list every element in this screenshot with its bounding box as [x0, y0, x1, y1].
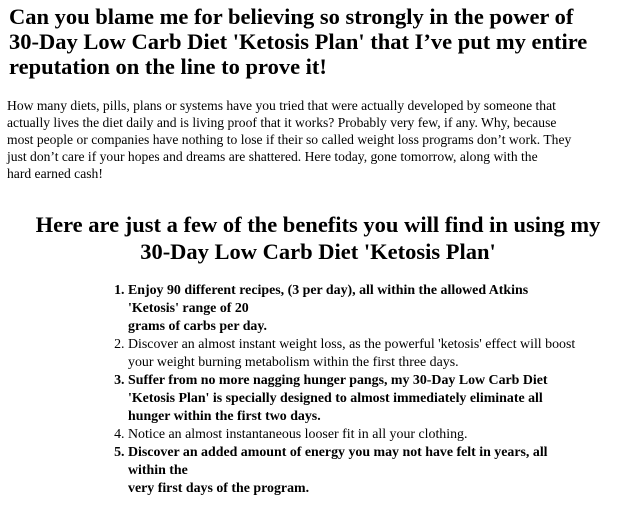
intro-line-2: actually lives the diet daily and is living proof that it works? Probably very few, if any. Why, because	[7, 115, 557, 130]
intro-line-1: How many diets, pills, plans or systems have you tried that were actually developed by someone that	[7, 98, 556, 113]
benefits-list	[88, 282, 636, 498]
benefit-5-line-2: within the	[128, 463, 188, 478]
benefit-5-line-3: very first days of the program.	[128, 481, 310, 496]
benefit-item-3	[128, 372, 636, 426]
headline-line-3: reputation on the line to prove it!	[9, 54, 327, 79]
benefits-heading-line-1: Here are just a few of the benefits you will find in using my	[35, 212, 601, 237]
benefits-heading-line-2: 30-Day Low Carb Diet 'Ketosis Plan'	[140, 239, 496, 264]
intro-line-5: hard earned cash!	[7, 166, 103, 181]
headline-line-2: 30-Day Low Carb Diet 'Ketosis Plan' that I’ve put my entire	[9, 29, 588, 54]
intro-paragraph	[7, 97, 631, 182]
intro-line-3: most people or companies have nothing to lose if their so called weight loss programs don’t work. They	[7, 132, 572, 147]
benefit-4-line-1: 4. Notice an almost instantaneous looser fit in all your clothing.	[128, 427, 468, 442]
benefit-1-line-3: grams of carbs per day.	[128, 319, 268, 334]
headline-line-1: Can you blame me for believing so strongly in the power of	[9, 4, 574, 29]
benefit-1-line-1: 1. Enjoy 90 different recipes, (3 per day), all within the allowed Atkins	[128, 283, 529, 298]
benefit-5-line-1: 5. Discover an added amount of energy you may not have felt in years, all	[128, 445, 548, 460]
page-headline	[9, 4, 629, 79]
benefit-3-line-3: hunger within the first two days.	[128, 409, 321, 424]
benefit-item-5	[128, 444, 636, 498]
benefit-2-line-2: your weight burning metabolism within the first three days.	[128, 355, 459, 370]
intro-line-4: just don’t care if your hopes and dreams are shattered. Here today, gone tomorrow, along with the	[7, 149, 538, 164]
benefits-heading	[0, 211, 636, 265]
benefit-1-line-2: 'Ketosis' range of 20	[128, 301, 249, 316]
benefit-2-line-1: 2. Discover an almost instant weight loss, as the powerful 'ketosis' effect will boost	[128, 337, 576, 352]
benefit-3-line-1: 3. Suffer from no more nagging hunger pangs, my 30-Day Low Carb Diet	[128, 373, 548, 388]
benefit-item-4	[128, 426, 636, 444]
benefit-item-2	[128, 336, 636, 372]
benefit-item-1	[128, 282, 636, 336]
benefit-3-line-2: 'Ketosis Plan' is specially designed to almost immediately eliminate all	[128, 391, 543, 406]
